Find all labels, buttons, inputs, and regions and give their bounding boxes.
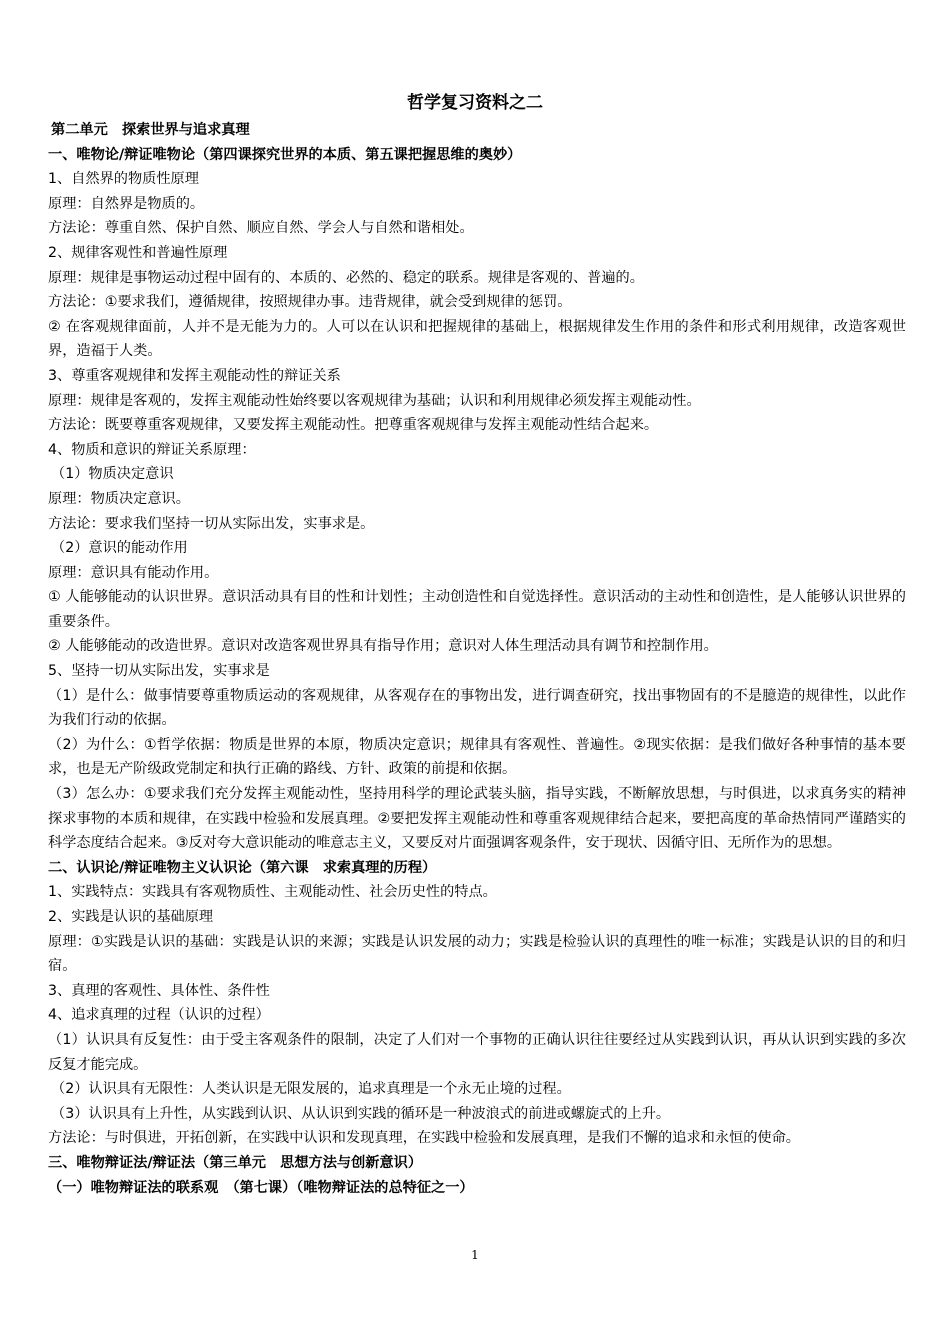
- text-line: ② 在客观规律面前，人并不是无能为力的。人可以在认识和把握规律的基础上，根据规律发生作用的条件和形式利用规律，改造客观世界，造福于人类。: [48, 318, 906, 360]
- text-line: （1）物质决定意识: [51, 466, 174, 483]
- text-line: 方法论：与时俱进，开拓创新，在实践中认识和发现真理，在实践中检验和发展真理，是我们不懈的追求和永恒的使命。: [48, 1130, 800, 1147]
- section-heading: 一、唯物论/辩证唯物论（第四课探究世界的本质、第五课把握思维的奥妙）: [48, 146, 522, 163]
- page-number: 1: [471, 1248, 479, 1262]
- section-heading: 三、唯物辩证法/辩证法（第三单元 思想方法与创新意识）: [48, 1154, 423, 1171]
- text-line: 原理：①实践是认识的基础：实践是认识的来源；实践是认识发展的动力；实践是检验认识的真理性的唯一标准；实践是认识的目的和归宿。: [48, 933, 906, 975]
- text-line: （2）认识具有无限性：人类认识是无限发展的，追求真理是一个永无止境的过程。: [51, 1081, 571, 1098]
- text-line: 3、尊重客观规律和发挥主观能动性的辩证关系: [48, 367, 341, 384]
- text-line: 2、规律客观性和普遍性原理: [48, 244, 228, 261]
- text-line: 方法论：要求我们坚持一切从实际出发，实事求是。: [48, 515, 375, 532]
- text-line: ② 人能够能动的改造世界。意识对改造客观世界具有指导作用；意识对人体生理活动具有调节和控制作用。: [48, 638, 718, 655]
- text-line: 方法论：尊重自然、保护自然、顺应自然、学会人与自然和谐相处。: [48, 220, 474, 237]
- text-line: 原理：规律是客观的，发挥主观能动性始终要以客观规律为基础；认识和利用规律必须发挥主观能动性。: [48, 392, 701, 409]
- text-line: （1）认识具有反复性：由于受主客观条件的限制，决定了人们对一个事物的正确认识往往要经过从实践到认识，再从认识到实践的多次反复才能完成。: [48, 1031, 906, 1073]
- document-title: 哲学复习资料之二: [407, 93, 543, 113]
- text-line: 原理：自然界是物质的。: [48, 195, 205, 212]
- section-heading: （一）唯物辩证法的联系观 （第七课）（唯物辩证法的总特征之一）: [48, 1179, 474, 1196]
- text-line: 原理：规律是事物运动过程中固有的、本质的、必然的、稳定的联系。规律是客观的、普遍的。: [48, 269, 644, 286]
- text-line: 4、追求真理的过程（认识的过程）: [48, 1007, 270, 1024]
- text-line: （2）意识的能动作用: [51, 540, 188, 557]
- text-line: （2）为什么：①哲学依据：物质是世界的本原，物质决定意识；规律具有客观性、普遍性。②现实依据：是我们做好各种事情的基本要求，也是无产阶级政党制定和执行正确的路线、方针、政策的前提和依据。: [48, 736, 906, 778]
- text-line: ① 人能够能动的认识世界。意识活动具有目的性和计划性；主动创造性和自觉选择性。意识活动的主动性和创造性，是人能够认识世界的重要条件。: [48, 589, 906, 630]
- text-line: （1）是什么：做事情要尊重物质运动的客观规律，从客观存在的事物出发，进行调查研究，找出事物固有的不是臆造的规律性，以此作为我们行动的依据。: [48, 687, 906, 729]
- text-line: 1、自然界的物质性原理: [48, 171, 199, 188]
- text-line: （3）认识具有上升性，从实践到认识、从认识到实践的循环是一种波浪式的前进或螺旋式的上升。: [51, 1105, 671, 1122]
- text-line: （3）怎么办：①要求我们充分发挥主观能动性，坚持用科学的理论武装头脑，指导实践，不断解放思想，与时俱进，以求真务实的精神探求事物的本质和规律，在实践中检验和发展真理。②要把发挥主观能动性和尊重客观规律结合起来，要把高度的革命热情同严谨踏实的科学态度结合起来。③反对夸大意识能动的唯意志主义，又要反对片面强调客观条件，安于现状、因循守旧、无所作为的思想。: [48, 786, 906, 852]
- text-line: 1、实践特点：实践具有客观物质性、主观能动性、社会历史性的特点。: [48, 884, 497, 901]
- text-line: 4、物质和意识的辩证关系原理：: [48, 441, 256, 458]
- document-body: [48, 118, 906, 1200]
- text-line: 5、坚持一切从实际出发，实事求是: [48, 663, 270, 680]
- text-line: 2、实践是认识的基础原理: [48, 909, 214, 925]
- text-line: 方法论：①要求我们，遵循规律，按照规律办事。违背规律，就会受到规律的惩罚。: [48, 294, 572, 311]
- text-line: 原理：物质决定意识。: [48, 490, 190, 507]
- section-heading: 第二单元 探索世界与追求真理: [51, 122, 250, 138]
- text-line: 3、真理的客观性、具体性、条件性: [48, 982, 270, 999]
- text-line: 原理：意识具有能动作用。: [48, 564, 219, 581]
- section-heading: 二、认识论/辩证唯物主义认识论（第六课 求索真理的历程）: [48, 859, 437, 876]
- text-line: 方法论：既要尊重客观规律，又要发挥主观能动性。把尊重客观规律与发挥主观能动性结合起来。: [48, 417, 659, 434]
